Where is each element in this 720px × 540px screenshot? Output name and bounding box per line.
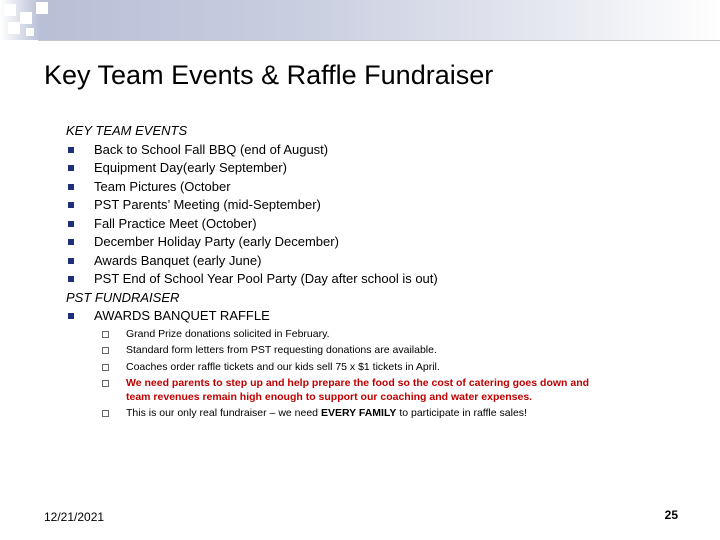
top-decorative-bar — [0, 0, 720, 40]
title-divider — [38, 40, 720, 41]
list-item: Back to School Fall BBQ (end of August) — [66, 141, 706, 160]
footer-date: 12/21/2021 — [44, 510, 105, 524]
page-number: 25 — [664, 508, 678, 522]
list-item: AWARDS BANQUET RAFFLE — [66, 307, 706, 326]
events-heading: KEY TEAM EVENTS — [66, 123, 188, 138]
square-bullet-icon — [68, 276, 74, 282]
list-item: Coaches order raffle tickets and our kids sell 75 x $1 tickets in April. — [102, 361, 616, 375]
hollow-square-bullet-icon — [102, 410, 109, 417]
list-item: Team Pictures (October — [66, 178, 706, 197]
list-item: December Holiday Party (early December) — [66, 233, 706, 252]
square-bullet-icon — [68, 147, 74, 153]
raffle-notes-list — [66, 328, 706, 421]
square-bullet-icon — [68, 258, 74, 264]
list-item: Equipment Day(early September) — [66, 159, 706, 178]
slide-title: Key Team Events & Raffle Fundraiser — [44, 60, 494, 90]
list-item: We need parents to step up and help prepare the food so the cost of catering goes down and team revenues remain high enough to support our coaching and water expenses. — [102, 377, 616, 404]
fundraiser-heading: PST FUNDRAISER — [66, 289, 180, 305]
square-bullet-icon — [68, 165, 74, 171]
hollow-square-bullet-icon — [102, 347, 109, 354]
square-bullet-icon — [68, 184, 74, 190]
list-item: Awards Banquet (early June) — [66, 252, 706, 271]
events-list — [66, 141, 706, 289]
square-bullet-icon — [68, 313, 74, 319]
square-bullet-icon — [68, 239, 74, 245]
slide-body — [66, 122, 706, 424]
hollow-square-bullet-icon — [102, 364, 109, 371]
square-bullet-icon — [68, 221, 74, 227]
corner-squares-decoration — [0, 0, 60, 40]
list-item: Grand Prize donations solicited in February. — [102, 328, 616, 342]
fundraiser-list — [66, 307, 706, 326]
list-item: Standard form letters from PST requesting donations are available. — [102, 344, 616, 358]
square-bullet-icon — [68, 202, 74, 208]
list-item: This is our only real fundraiser – we need EVERY FAMILY to participate in raffle sales! — [102, 407, 616, 421]
list-item: Fall Practice Meet (October) — [66, 215, 706, 234]
hollow-square-bullet-icon — [102, 331, 109, 338]
hollow-square-bullet-icon — [102, 380, 109, 387]
list-item: PST Parents’ Meeting (mid-September) — [66, 196, 706, 215]
list-item: PST End of School Year Pool Party (Day after school is out) — [66, 270, 706, 289]
